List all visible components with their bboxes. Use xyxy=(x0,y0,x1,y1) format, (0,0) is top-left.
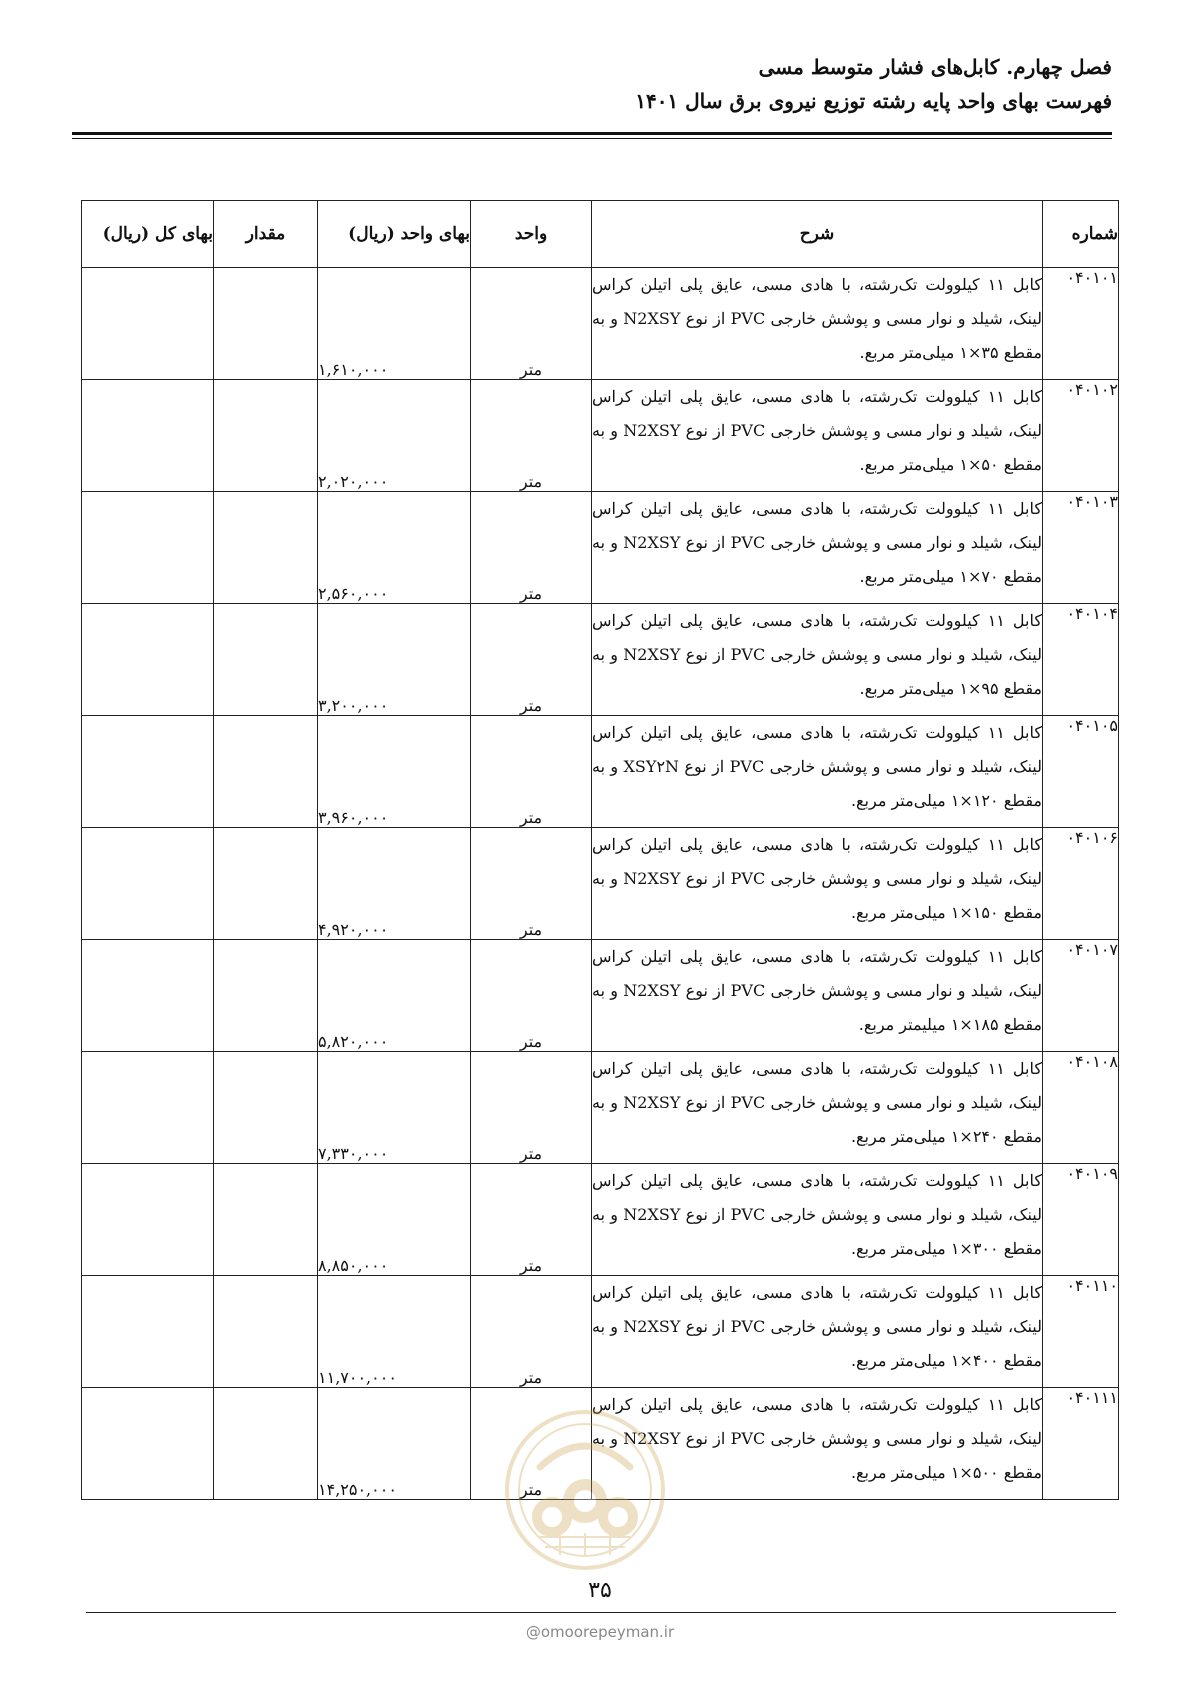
item-unit-price: ۷,۳۳۰,۰۰۰ xyxy=(318,1052,471,1164)
item-total-price xyxy=(82,828,214,940)
table-row xyxy=(82,380,1119,492)
item-number: ۰۴۰۱۰۵ xyxy=(1043,716,1119,828)
item-total-price xyxy=(82,268,214,380)
item-unit: متر xyxy=(471,1276,592,1388)
item-description: کابل ۱۱ کیلوولت تک‌رشته، با هادی مسی، عایق پلی اتیلن کراس لینک، شیلد و نوار مسی و پوشش خارجی PVC از نوع N2XSY و به مقطع ۱۸۵×۱ میلیمتر مربع. xyxy=(592,940,1043,1052)
price-list-table xyxy=(81,200,1119,1500)
item-number: ۰۴۰۱۰۳ xyxy=(1043,492,1119,604)
item-number: ۰۴۰۱۰۷ xyxy=(1043,940,1119,1052)
page-header xyxy=(72,52,1112,116)
item-unit-price: ۲,۵۶۰,۰۰۰ xyxy=(318,492,471,604)
item-unit: متر xyxy=(471,1164,592,1276)
item-quantity xyxy=(214,604,318,716)
item-description: کابل ۱۱ کیلوولت تک‌رشته، با هادی مسی، عایق پلی اتیلن کراس لینک، شیلد و نوار مسی و پوشش خارجی PVC از نوع XSY۲N و به مقطع ۱۲۰×۱ میلی‌متر مربع. xyxy=(592,716,1043,828)
item-unit: متر xyxy=(471,492,592,604)
document-title: فهرست بهای واحد پایه رشته توزیع نیروی برق سال ۱۴۰۱ xyxy=(635,89,1112,113)
item-unit: متر xyxy=(471,1052,592,1164)
item-description: کابل ۱۱ کیلوولت تک‌رشته، با هادی مسی، عایق پلی اتیلن کراس لینک، شیلد و نوار مسی و پوشش خارجی PVC از نوع N2XSY و به مقطع ۵۰×۱ میلی‌متر مربع. xyxy=(592,380,1043,492)
table-row xyxy=(82,1052,1119,1164)
item-number: ۰۴۰۱۱۰ xyxy=(1043,1276,1119,1388)
item-quantity xyxy=(214,940,318,1052)
item-number: ۰۴۰۱۰۱ xyxy=(1043,268,1119,380)
item-unit-price: ۱,۶۱۰,۰۰۰ xyxy=(318,268,471,380)
chapter-title: فصل چهارم. کابل‌های فشار متوسط مسی xyxy=(758,55,1112,79)
table-row xyxy=(82,492,1119,604)
item-description: کابل ۱۱ کیلوولت تک‌رشته، با هادی مسی، عایق پلی اتیلن کراس لینک، شیلد و نوار مسی و پوشش خارجی PVC از نوع N2XSY و به مقطع ۹۵×۱ میلی‌متر مربع. xyxy=(592,604,1043,716)
table-row xyxy=(82,1276,1119,1388)
item-unit-price: ۴,۹۲۰,۰۰۰ xyxy=(318,828,471,940)
table-row xyxy=(82,940,1119,1052)
column-header-unit-price: بهای واحد (ریال) xyxy=(318,201,471,268)
item-description: کابل ۱۱ کیلوولت تک‌رشته، با هادی مسی، عایق پلی اتیلن کراس لینک، شیلد و نوار مسی و پوشش خارجی PVC از نوع N2XSY و به مقطع ۵۰۰×۱ میلی‌متر مربع. xyxy=(592,1388,1043,1500)
header-divider-thick xyxy=(72,132,1112,135)
watermark-site-url: @omoorepeyman.ir xyxy=(525,1623,675,1641)
item-unit-price: ۱۴,۲۵۰,۰۰۰ xyxy=(318,1388,471,1500)
item-number: ۰۴۰۱۰۸ xyxy=(1043,1052,1119,1164)
item-description: کابل ۱۱ کیلوولت تک‌رشته، با هادی مسی، عایق پلی اتیلن کراس لینک، شیلد و نوار مسی و پوشش خارجی PVC از نوع N2XSY و به مقطع ۳۰۰×۱ میلی‌متر مربع. xyxy=(592,1164,1043,1276)
item-unit-price: ۳,۹۶۰,۰۰۰ xyxy=(318,716,471,828)
table-body xyxy=(82,268,1119,1500)
table-row xyxy=(82,1164,1119,1276)
page-number: ۳۵ xyxy=(560,1578,640,1603)
item-description: کابل ۱۱ کیلوولت تک‌رشته، با هادی مسی، عایق پلی اتیلن کراس لینک، شیلد و نوار مسی و پوشش خارجی PVC از نوع N2XSY و به مقطع ۴۰۰×۱ میلی‌متر مربع. xyxy=(592,1276,1043,1388)
footer-divider xyxy=(86,1612,1116,1613)
item-quantity xyxy=(214,1276,318,1388)
item-unit: متر xyxy=(471,828,592,940)
item-unit-price: ۵,۸۲۰,۰۰۰ xyxy=(318,940,471,1052)
table-header-row xyxy=(82,201,1119,268)
item-unit-price: ۳,۲۰۰,۰۰۰ xyxy=(318,604,471,716)
item-unit: متر xyxy=(471,940,592,1052)
table-row xyxy=(82,604,1119,716)
item-total-price xyxy=(82,1164,214,1276)
item-total-price xyxy=(82,940,214,1052)
item-unit: متر xyxy=(471,716,592,828)
column-header-total-price: بهای کل (ریال) xyxy=(82,201,214,268)
item-total-price xyxy=(82,1388,214,1500)
column-header-number: شماره xyxy=(1043,201,1119,268)
table-row xyxy=(82,268,1119,380)
item-quantity xyxy=(214,828,318,940)
item-number: ۰۴۰۱۰۶ xyxy=(1043,828,1119,940)
item-total-price xyxy=(82,1276,214,1388)
item-unit-price: ۸,۸۵۰,۰۰۰ xyxy=(318,1164,471,1276)
header-divider-thin xyxy=(72,138,1112,139)
item-description: کابل ۱۱ کیلوولت تک‌رشته، با هادی مسی، عایق پلی اتیلن کراس لینک، شیلد و نوار مسی و پوشش خارجی PVC از نوع N2XSY و به مقطع ۱۵۰×۱ میلی‌متر مربع. xyxy=(592,828,1043,940)
item-unit: متر xyxy=(471,604,592,716)
item-quantity xyxy=(214,380,318,492)
item-quantity xyxy=(214,1052,318,1164)
item-unit: متر xyxy=(471,268,592,380)
item-unit: متر xyxy=(471,1388,592,1500)
item-total-price xyxy=(82,1052,214,1164)
item-number: ۰۴۰۱۰۴ xyxy=(1043,604,1119,716)
column-header-quantity: مقدار xyxy=(214,201,318,268)
table-row xyxy=(82,716,1119,828)
item-unit-price: ۲,۰۲۰,۰۰۰ xyxy=(318,380,471,492)
item-description: کابل ۱۱ کیلوولت تک‌رشته، با هادی مسی، عایق پلی اتیلن کراس لینک، شیلد و نوار مسی و پوشش خارجی PVC از نوع N2XSY و به مقطع ۷۰×۱ میلی‌متر مربع. xyxy=(592,492,1043,604)
item-quantity xyxy=(214,1388,318,1500)
item-quantity xyxy=(214,268,318,380)
item-quantity xyxy=(214,1164,318,1276)
item-total-price xyxy=(82,492,214,604)
item-quantity xyxy=(214,492,318,604)
omoore-peyman-seal-watermark xyxy=(500,1405,670,1575)
item-description: کابل ۱۱ کیلوولت تک‌رشته، با هادی مسی، عایق پلی اتیلن کراس لینک، شیلد و نوار مسی و پوشش خارجی PVC از نوع N2XSY و به مقطع ۲۴۰×۱ میلی‌متر مربع. xyxy=(592,1052,1043,1164)
item-number: ۰۴۰۱۰۲ xyxy=(1043,380,1119,492)
column-header-unit: واحد xyxy=(471,201,592,268)
item-unit-price: ۱۱,۷۰۰,۰۰۰ xyxy=(318,1276,471,1388)
item-total-price xyxy=(82,716,214,828)
item-number: ۰۴۰۱۱۱ xyxy=(1043,1388,1119,1500)
column-header-description: شرح xyxy=(592,201,1043,268)
item-unit: متر xyxy=(471,380,592,492)
item-number: ۰۴۰۱۰۹ xyxy=(1043,1164,1119,1276)
table-row xyxy=(82,828,1119,940)
item-quantity xyxy=(214,716,318,828)
item-total-price xyxy=(82,604,214,716)
item-total-price xyxy=(82,380,214,492)
item-description: کابل ۱۱ کیلوولت تک‌رشته، با هادی مسی، عایق پلی اتیلن کراس لینک، شیلد و نوار مسی و پوشش خارجی PVC از نوع N2XSY و به مقطع ۳۵×۱ میلی‌متر مربع. xyxy=(592,268,1043,380)
